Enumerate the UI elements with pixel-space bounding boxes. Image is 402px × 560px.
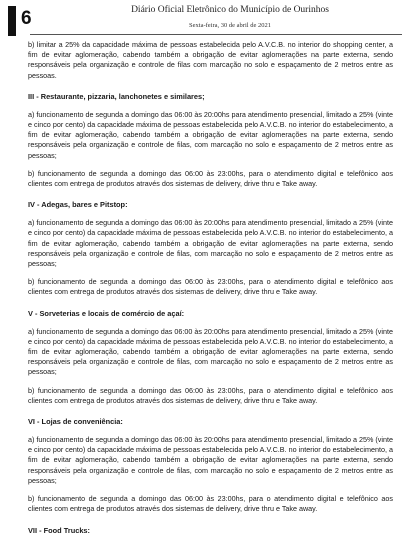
header-accent-bar [8, 6, 16, 36]
paragraph-v-b: b) funcionamento de segunda a domingo das 06:00 às 23:00hs, para o atendimento digital e telefônico aos clientes com entrega de produtos através dos sistemas de delivery, drive thru e Take away. [28, 385, 393, 405]
section-heading-iii: III - Restaurante, pizzaria, lanchonetes e similares; [28, 91, 205, 101]
paragraph-b-intro: b) limitar a 25% da capacidade máxima de pessoas estabelecida pelo A.V.C.B. no interior do shopping center, a fim de evitar aglomeração, cabendo também a obrigação de evitar aglomerações na parte externa, sendo responsáveis pela organização e controle de filas com marcação no solo e espaçamento de 2 metros entre as pessoas. [28, 40, 393, 80]
paragraph-iv-b: b) funcionamento de segunda a domingo das 06:00 às 23:00hs, para o atendimento digital e telefônico aos clientes com entrega de produtos através dos sistemas de delivery, drive thru e Take away. [28, 277, 393, 297]
paragraph-iii-a: a) funcionamento de segunda a domingo das 06:00 às 20:00hs para atendimento presencial, limitado a 25% (vinte e cinco por cento) da capacidade máxima de pessoas estabelecida pelo A.V.C.B. no interior do estabelecimento, a fim de evitar aglomeração, cabendo também a obrigação de evitar aglomerações na parte externa, sendo responsáveis pela organização e controle de filas, com marcação no solo e espaçamento de 2 metros entre as pessoas; [28, 109, 393, 160]
paragraph-iv-a: a) funcionamento de segunda a domingo das 06:00 às 20:00hs para atendimento presencial, limitado a 25% (vinte e cinco por cento) da capacidade máxima de pessoas estabelecida pelo A.V.C.B. no interior do estabelecimento, a fim de evitar aglomeração, cabendo também a obrigação de evitar aglomerações na parte externa, sendo responsáveis pela organização e controle de filas, com marcação no solo e espaçamento de 2 metros entre as pessoas; [28, 218, 393, 269]
publication-title: Diário Oficial Eletrônico do Município de Ourinhos [131, 5, 329, 15]
page-header [0, 0, 402, 40]
paragraph-vi-b: b) funcionamento de segunda a domingo das 06:00 às 23:00hs, para o atendimento digital e telefônico aos clientes com entrega de produtos através dos sistemas de delivery, drive thru e Take away. [28, 494, 393, 514]
publication-date: Sexta-feira, 30 de abril de 2021 [189, 22, 271, 29]
section-heading-iv: IV - Adegas, bares e Pitstop: [28, 200, 128, 210]
paragraph-vi-a: a) funcionamento de segunda a domingo das 06:00 às 20:00hs para atendimento presencial, limitado a 25% (vinte e cinco por cento) da capacidade máxima de pessoas estabelecida pelo A.V.C.B. no interior do estabelecimento, a fim de evitar aglomeração, cabendo também a obrigação de evitar aglomerações na parte externa, sendo responsáveis pela organização e controle de filas, com marcação no solo e espaçamento de 2 metros entre as pessoas; [28, 435, 393, 485]
section-heading-v: V - Sorveterias e locais de comércio de açaí: [28, 308, 185, 318]
paragraph-v-a: a) funcionamento de segunda a domingo das 06:00 às 20:00hs para atendimento presencial, limitado a 25% (vinte e cinco por cento) da capacidade máxima de pessoas estabelecida pelo A.V.C.B. no interior do estabelecimento, a fim de evitar aglomeração, cabendo também a obrigação de evitar aglomerações na parte externa, sendo responsáveis pela organização e controle de filas, com marcação no solo e espaçamento de 2 metros entre as pessoas; [28, 326, 393, 377]
document-body [0, 40, 402, 536]
section-heading-vii: VII - Food Trucks: [28, 525, 91, 535]
page-number: 6 [21, 8, 32, 29]
header-divider [30, 34, 402, 35]
paragraph-iii-b: b) funcionamento de segunda a domingo das 06:00 às 23:00hs, para o atendimento digital e telefônico aos clientes com entrega de produtos através dos sistemas de delivery, drive thru e Take away. [28, 168, 393, 189]
section-heading-vi: VI - Lojas de conveniência: [28, 417, 123, 427]
